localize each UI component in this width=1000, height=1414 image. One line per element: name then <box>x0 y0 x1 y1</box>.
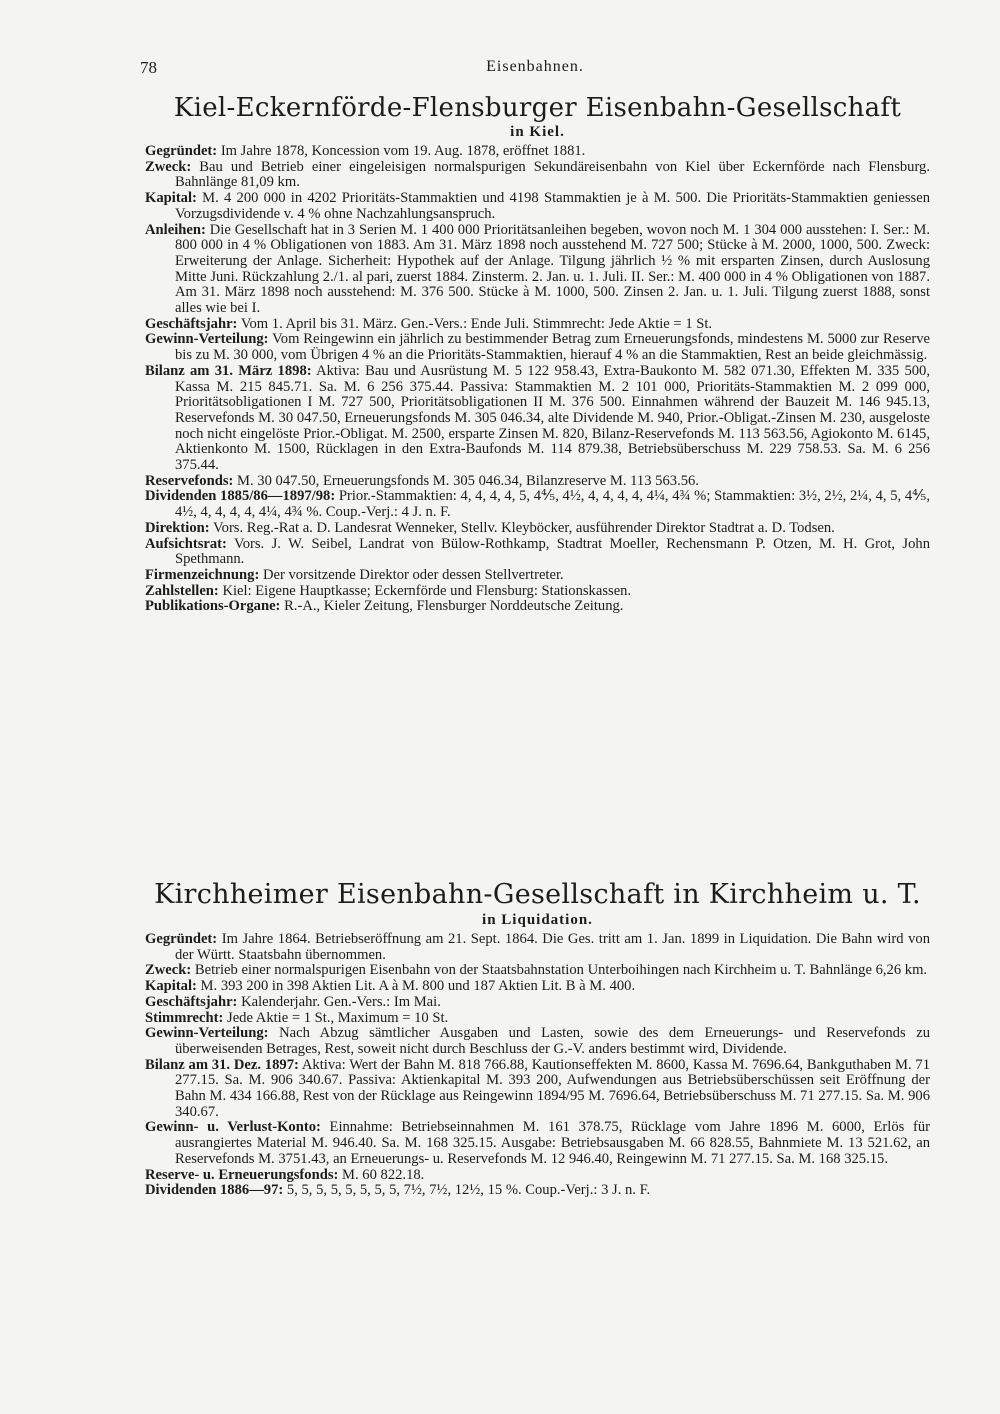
entry-geschaeftsjahr <box>145 995 930 1011</box>
entry-text: M. 4 200 000 in 4202 Prioritäts-Stammaktien und 4198 Stammaktien je à M. 500. Die Prioritäts-Stammaktien geniessen Vorzugsdividende v. 4 % ohne Nachzahlungsanspruch. <box>175 190 930 222</box>
entry-key: Anleihen: <box>145 221 206 238</box>
entry-gewinn-verlust-konto <box>145 1120 930 1167</box>
entry-text: M. 60 822.18. <box>342 1166 425 1183</box>
entry-text: Betrieb einer normalspurigen Eisenbahn von der Staatsbahnstation Unterboihingen nach Kirchheim u. T. Bahnlänge 6,26 km. <box>194 962 928 979</box>
entry-gewinn-verteilung <box>145 332 930 363</box>
entry-text: 5, 5, 5, 5, 5, 5, 5, 5, 7½, 7½, 12½, 15 %. Coup.-Verj.: 3 J. n. F. <box>286 1182 651 1199</box>
entry-key: Gewinn-Verteilung: <box>145 1025 269 1042</box>
entry-aufsichtsrat <box>145 537 930 568</box>
entry-key: Bilanz am 31. Dez. 1897: <box>145 1056 299 1073</box>
entry-kapital <box>145 191 930 222</box>
entry-key: Geschäftsjahr: <box>145 993 238 1010</box>
entry-text: Die Gesellschaft hat in 3 Serien M. 1 400 000 Prioritätsanleihen begeben, wovon noch M. 1 304 000 ausstehen: I. Ser.: M. 800 000 in 4 % Obligationen von 1883. Am 31. März 1898 noch ausstehend M. 727 500; Stücke à M. 2000, 1000, 500. Zweck: Erweiterung der Anlage. Sicherheit: Hypothek auf der Anlage. Tilgung jährlich ½ % mit ersparten Zinsen, durch Auslosung Mitte Juni. Rückzahlung 2./1. al pari, zuerst 1884. Zinsterm. 2. Jan. u. 1. Juli. II. Ser.: M. 400 000 in 4 % Obligationen von 1887. Am 31. März 1898 noch ausstehend: M. 376 500. Stücke à M. 1000, 500. Zinsen 2. Jan. u. 1. Juli. Tilgung zuerst 1888, sonst alles wie bei I. <box>175 221 930 317</box>
entry-list <box>145 932 930 1199</box>
entry-key: Zweck: <box>145 962 192 979</box>
entry-dividenden <box>145 489 930 520</box>
company-title: Kiel-Eckernförde-Flensburger Eisenbahn-Gesellschaft <box>173 93 902 123</box>
entry-text: R.-A., Kieler Zeitung, Flensburger Norddeutsche Zeitung. <box>284 598 624 615</box>
entry-text: Kiel: Eigene Hauptkasse; Eckernförde und Flensburg: Stationskassen. <box>222 582 632 599</box>
entry-key: Firmenzeichnung: <box>145 566 260 583</box>
entry-publikations-organe <box>145 599 930 615</box>
entry-bilanz <box>145 364 930 474</box>
entry-key: Stimmrecht: <box>145 1009 224 1026</box>
entry-text: Kalenderjahr. Gen.-Vers.: Im Mai. <box>241 993 441 1010</box>
entry-key: Direktion: <box>145 519 210 536</box>
entry-key: Zweck: <box>145 158 192 175</box>
entry-reservefonds <box>145 474 930 490</box>
running-head: Eisenbahnen. <box>486 58 584 75</box>
entry-key: Kapital: <box>145 190 197 207</box>
entry-key: Aufsichtsrat: <box>145 535 227 552</box>
entry-text: Im Jahre 1864. Betriebseröffnung am 21. Sept. 1864. Die Ges. tritt am 1. Jan. 1899 in Liquidation. Die Bahn wird von der Württ. Staatsbahn übernommen. <box>175 931 930 963</box>
entry-gegruendet <box>145 932 930 963</box>
entry-text: Jede Aktie = 1 St., Maximum = 10 St. <box>227 1009 449 1026</box>
entry-text: Der vorsitzende Direktor oder dessen Stellvertreter. <box>262 566 564 583</box>
entry-key: Zahlstellen: <box>145 582 219 599</box>
entry-text: Aktiva: Bau und Ausrüstung M. 5 122 958.43, Extra-Baukonto M. 582 071.30, Effekten M. 335 500, Kassa M. 215 845.71. Sa. M. 6 256 375.44. Passiva: Stammaktien M. 2 101 000, Prioritäts-Stammaktien M. 2 099 000, Prioritätsobligationen I M. 727 500, Prioritätsobligationen II M. 376 500. Einnahmen während der Bauzeit M. 146 945.13, Reservefonds M. 30 047.50, Erneuerungsfonds M. 305 046.34, alte Dividende M. 940, Prior.-Obligat.-Zinsen M. 230, ausgeloste noch nicht eingelöste Prior.-Obligat. M. 2500, ersparte Zinsen M. 820, Bilanz-Reservefonds M. 113 563.56, Agiokonto M. 6145, Aktienkonto M. 1500, Rücklagen in den Extra-Baufonds M. 114 879.38, Betriebsüberschuss M. 229 758.53. Sa. M. 6 256 375.44. <box>175 362 930 474</box>
entry-anleihen <box>145 223 930 317</box>
entry-zahlstellen <box>145 584 930 600</box>
page-number: 78 <box>140 58 157 77</box>
entry-key: Gegründet: <box>145 143 218 159</box>
entry-key: Gewinn-Verteilung: <box>145 331 269 348</box>
entry-geschaeftsjahr <box>145 317 930 333</box>
entry-text: M. 393 200 in 398 Aktien Lit. A à M. 800 und 187 Aktien Lit. B à M. 400. <box>200 978 636 995</box>
entry-zweck <box>145 963 930 979</box>
entry-bilanz <box>145 1058 930 1121</box>
entry-gegruendet <box>145 144 930 160</box>
page-header <box>140 58 930 82</box>
entry-key: Kapital: <box>145 978 197 995</box>
company-section-kirchheim <box>145 878 930 1199</box>
entry-text: Aktiva: Wert der Bahn M. 818 766.88, Kautionseffekten M. 8600, Kassa M. 7696.64, Bankguthaben M. 71 277.15. Sa. M. 906 340.67. Passiva: Aktienkapital M. 393 200, Aufwendungen aus Betriebsüberschüssen seit Eröffnung der Bahn M. 434 166.88, Rest von der Rücklage aus Reingewinn 1894/95 M. 7696.64, Betriebsüberschuss M. 71 277.15. Sa. M. 906 340.67. <box>175 1056 931 1120</box>
company-title: Kirchheimer Eisenbahn-Gesellschaft in Kirchheim u. T. <box>154 879 921 910</box>
entry-text: Im Jahre 1878, Koncession vom 19. Aug. 1878, eröffnet 1881. <box>220 143 586 159</box>
entry-key: Gegründet: <box>145 931 218 947</box>
entry-text: Nach Abzug sämtlicher Ausgaben und Lasten, sowie des dem Erneuerungs- und Reservefonds zu überweisenden Betrages, Rest, soweit nicht durch Beschluss der G.-V. anders bestimmt wird, Dividende. <box>175 1025 930 1057</box>
entry-text: Vom 1. April bis 31. März. Gen.-Vers.: Ende Juli. Stimmrecht: Jede Aktie = 1 St. <box>240 315 713 332</box>
entry-text: Vors. J. W. Seibel, Landrat von Bülow-Rothkamp, Stadtrat Moeller, Rechensmann P. Otzen, M. H. Grot, John Spethmann. <box>175 535 930 568</box>
entry-list <box>145 144 930 615</box>
entry-key: Publikations-Organe: <box>145 598 281 615</box>
entry-firmenzeichnung <box>145 568 930 584</box>
entry-direktion <box>145 521 930 537</box>
entry-text: M. 30 047.50, Erneuerungsfonds M. 305 046.34, Bilanzreserve M. 113 563.56. <box>237 472 699 489</box>
entry-dividenden <box>145 1183 930 1199</box>
company-section-kiel <box>145 92 930 615</box>
entry-key: Bilanz am 31. März 1898: <box>145 362 312 379</box>
entry-key: Dividenden 1886—97: <box>145 1182 284 1199</box>
entry-key: Gewinn- u. Verlust-Konto: <box>145 1119 321 1136</box>
entry-key: Reservefonds: <box>145 472 234 489</box>
entry-stimmrecht <box>145 1011 930 1027</box>
company-subtitle: in Kiel. <box>510 124 565 140</box>
entry-text: Vors. Reg.-Rat a. D. Landesrat Wenneker, Stellv. Kleyböcker, ausführender Direktor Stadtrat a. D. Todsen. <box>212 519 835 536</box>
entry-text: Bau und Betrieb einer eingeleisigen normalspurigen Sekundäreisenbahn von Kiel über Eckernförde nach Flensburg. Bahnlänge 81,09 km. <box>175 158 931 191</box>
entry-zweck <box>145 160 930 191</box>
entry-text: Vom Reingewinn ein jährlich zu bestimmender Betrag zum Erneuerungsfonds, mindestens M. 5000 zur Reserve bis zu M. 30 000, vom Übrigen 4 % an die Prioritäts-Stammaktien, hierauf 4 % an die Stammaktien, Rest an beide gleichmässig. <box>175 331 930 364</box>
entry-gewinn-verteilung <box>145 1026 930 1057</box>
entry-kapital <box>145 979 930 995</box>
entry-text: Einnahme: Betriebseinnahmen M. 161 378.75, Rücklage vom Jahre 1896 M. 6000, Erlös für ausrangiertes Material M. 946.40. Sa. M. 168 325.15. Ausgabe: Betriebsausgaben M. 66 828.55, Bahnmiete M. 13 521.62, an Reservefonds M. 3751.43, an Erneuerungs- u. Reservefonds M. 12 946.40, Reingewinn M. 71 277.15. Sa. M. 168 325.15. <box>175 1119 930 1167</box>
entry-text: Prior.-Stammaktien: 4, 4, 4, 4, 5, 4⅘, 4½, 4, 4, 4, 4, 4¼, 4¾ %; Stammaktien: 3½, 2½, 2¼, 4, 5, 4⅘, 4½, 4, 4, 4, 4, 4¼, 4¾ %. Coup.-Verj.: 4 J. n. F. <box>175 488 931 521</box>
company-subtitle: in Liquidation. <box>482 912 593 928</box>
entry-key: Dividenden 1885/86—1897/98: <box>145 488 336 505</box>
entry-reserve-erneuerungsfonds <box>145 1168 930 1184</box>
entry-key: Geschäftsjahr: <box>145 315 238 332</box>
entry-key: Reserve- u. Erneuerungsfonds: <box>145 1166 339 1183</box>
